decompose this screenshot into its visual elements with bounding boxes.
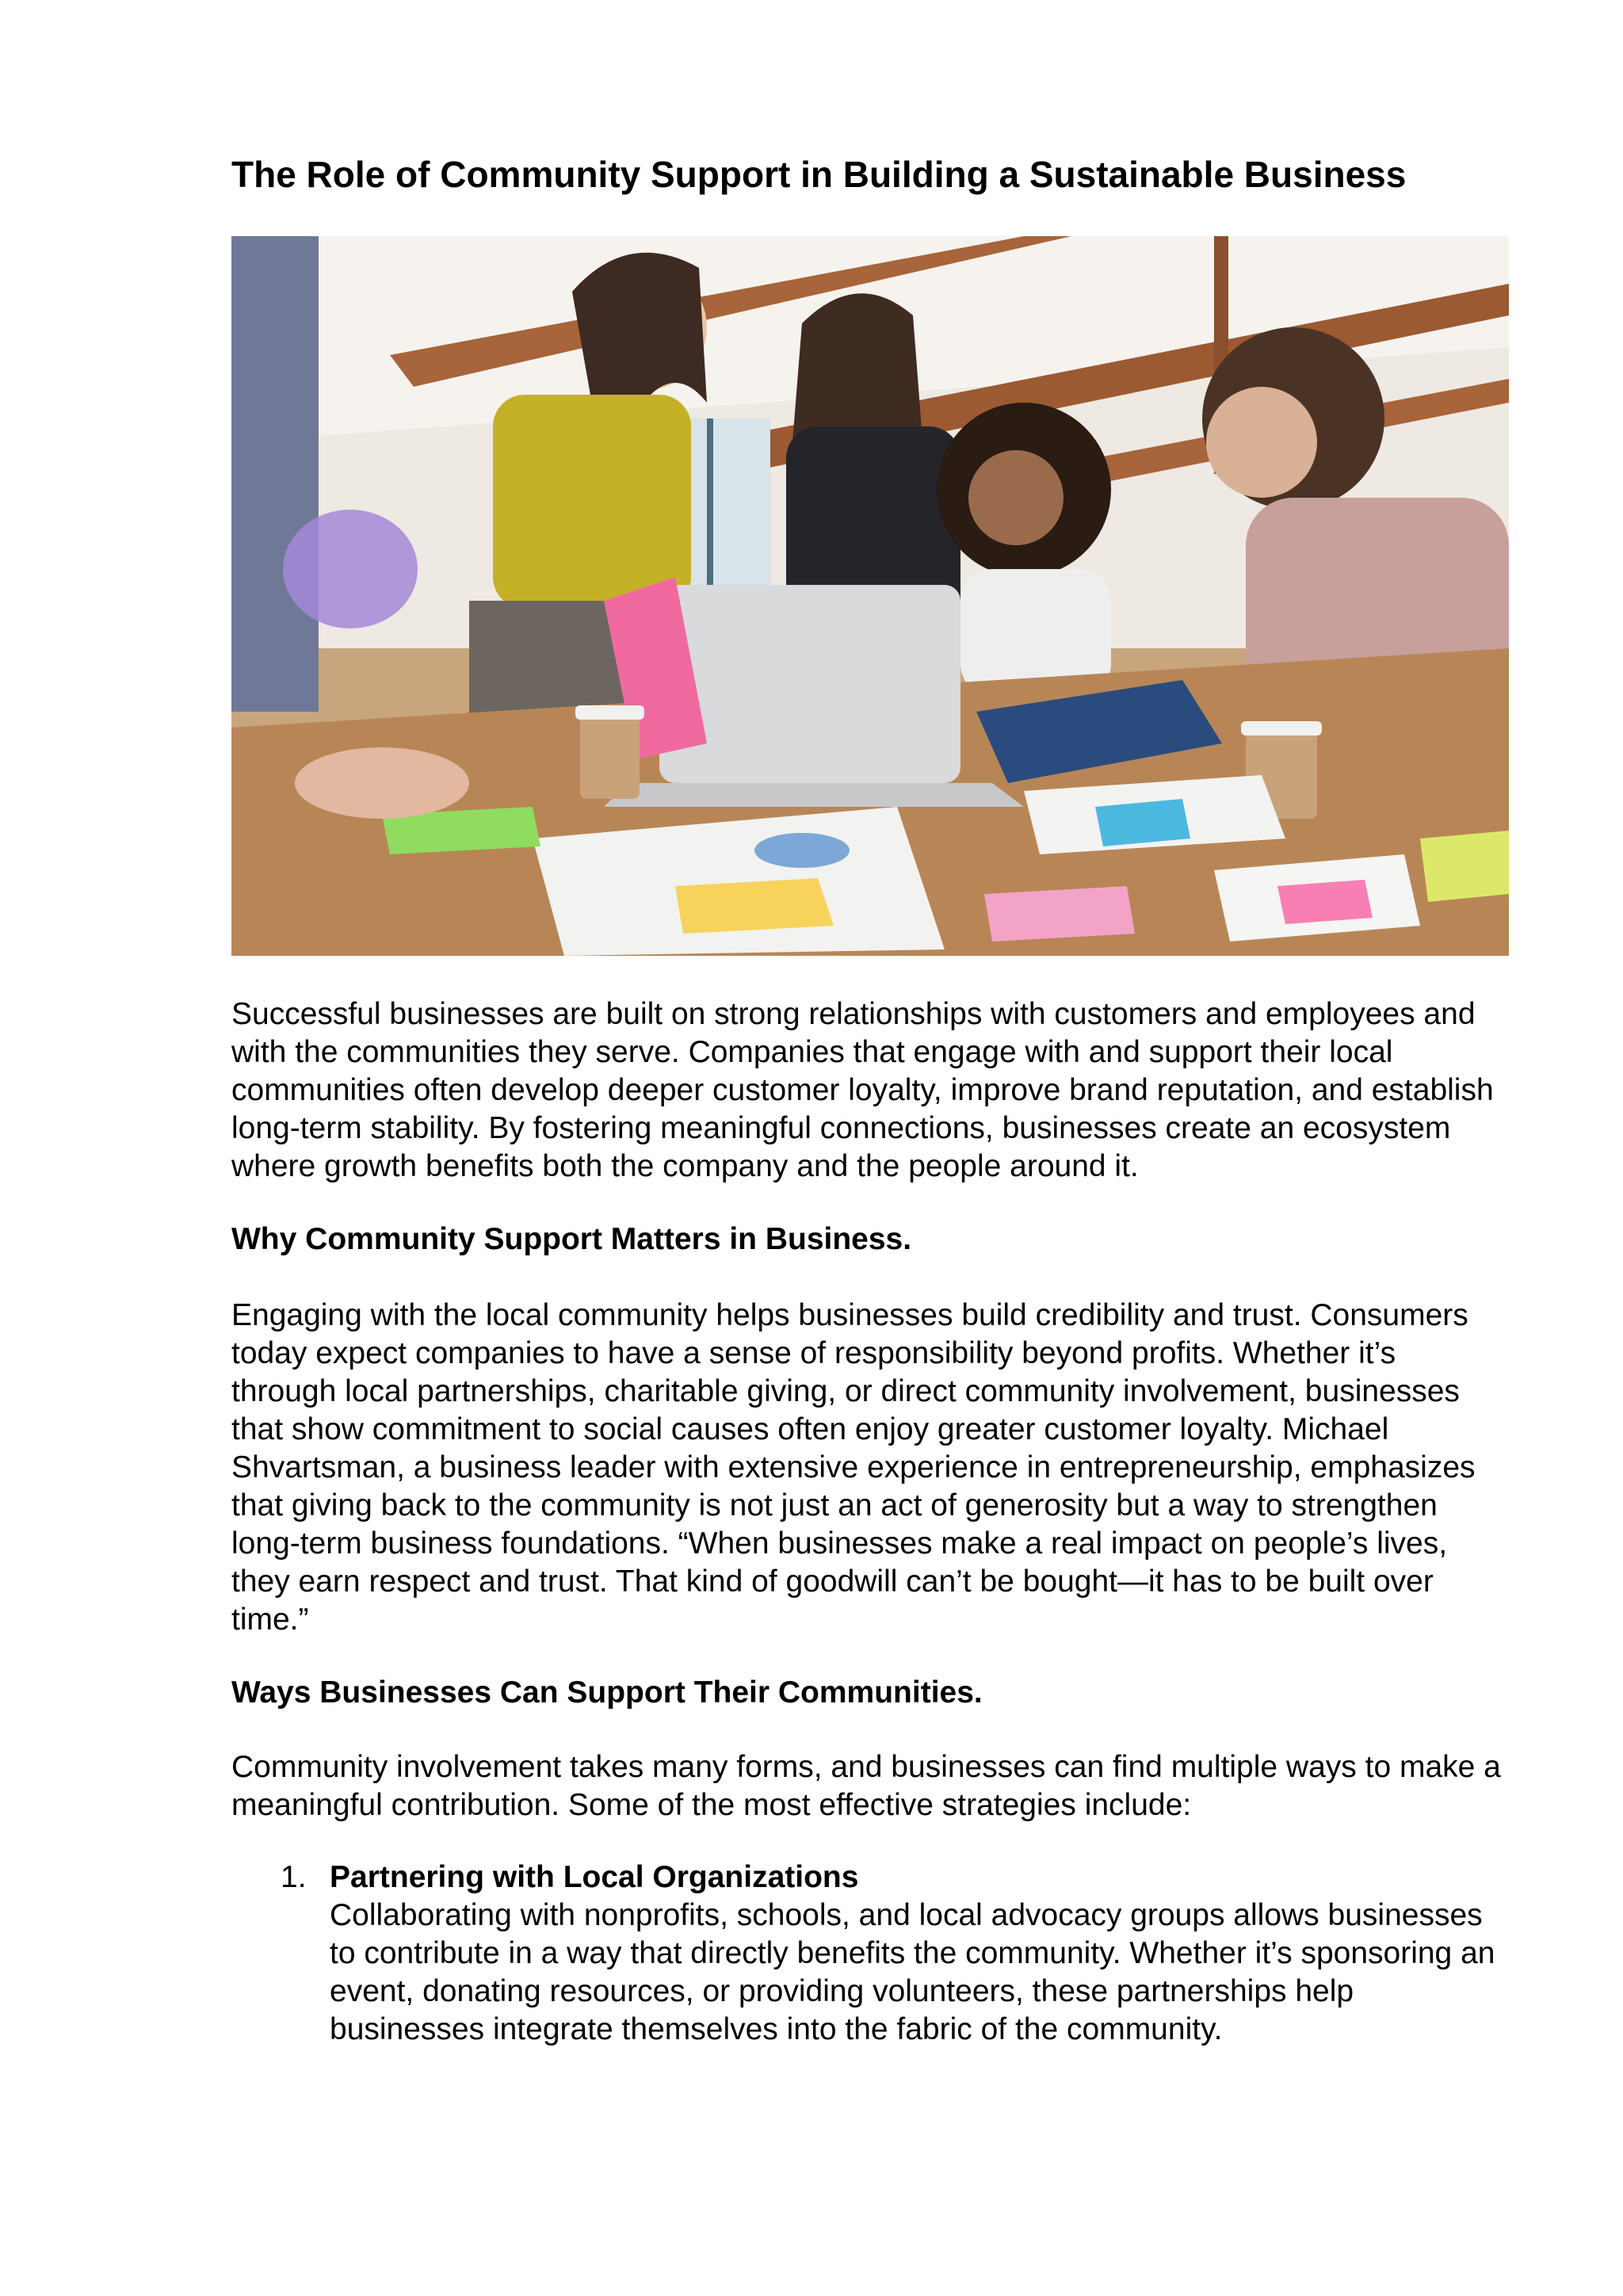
intro-paragraph: Successful businesses are built on strong relationships with customers and employees and with the communities they serve. Companies that engage with and support their local communities often develop deeper customer loyalty, improve brand reputation, and establish long-term stability. By fostering meaningful connections, businesses create an ecosystem where growth benefits both the company and the people around it. [231,997,1494,1183]
hero-image [231,236,1509,956]
list-item [231,1859,1509,2049]
list-item-number: 1. [281,1860,307,1894]
hero-photo-illustration [231,236,1509,956]
section-heading-ways-to-support: Ways Businesses Can Support Their Communities. [231,1675,983,1710]
list-item-title: Partnering with Local Organizations [330,1860,859,1894]
section-heading-why-community-support: Why Community Support Matters in Business. [231,1222,912,1256]
section-paragraph-ways-to-support: Community involvement takes many forms, and businesses can find multiple ways to make a meaningful contribution. Some of the most effective strategies include: [231,1750,1501,1822]
section-paragraph-why-community-support: Engaging with the local community helps businesses build credibility and trust. Consumers today expect companies to have a sense of responsibility beyond profits. Whether it’s through local partnerships, charitable giving, or direct community involvement, businesses that show commitment to social causes often enjoy greater customer loyalty. Michael Shvartsman, a business leader with extensive experience in entrepreneurship, emphasizes that giving back to the community is not just an act of generosity but a way to strengthen long-term business foundations. “When businesses make a real impact on people’s lives, they earn respect and trust. That kind of goodwill can’t be bought—it has to be built over time.” [231,1298,1476,1637]
strategies-list [231,1859,1509,2049]
list-item-body: Collaborating with nonprofits, schools, and local advocacy groups allows businesses to contribute in a way that directly benefits the community. Whether it’s sponsoring an event, donating resources, or providing volunteers, these partnerships help businesses integrate themselves into the fabric of the community. [330,1898,1495,2046]
document-title: The Role of Community Support in Building a Sustainable Business [231,154,1407,195]
